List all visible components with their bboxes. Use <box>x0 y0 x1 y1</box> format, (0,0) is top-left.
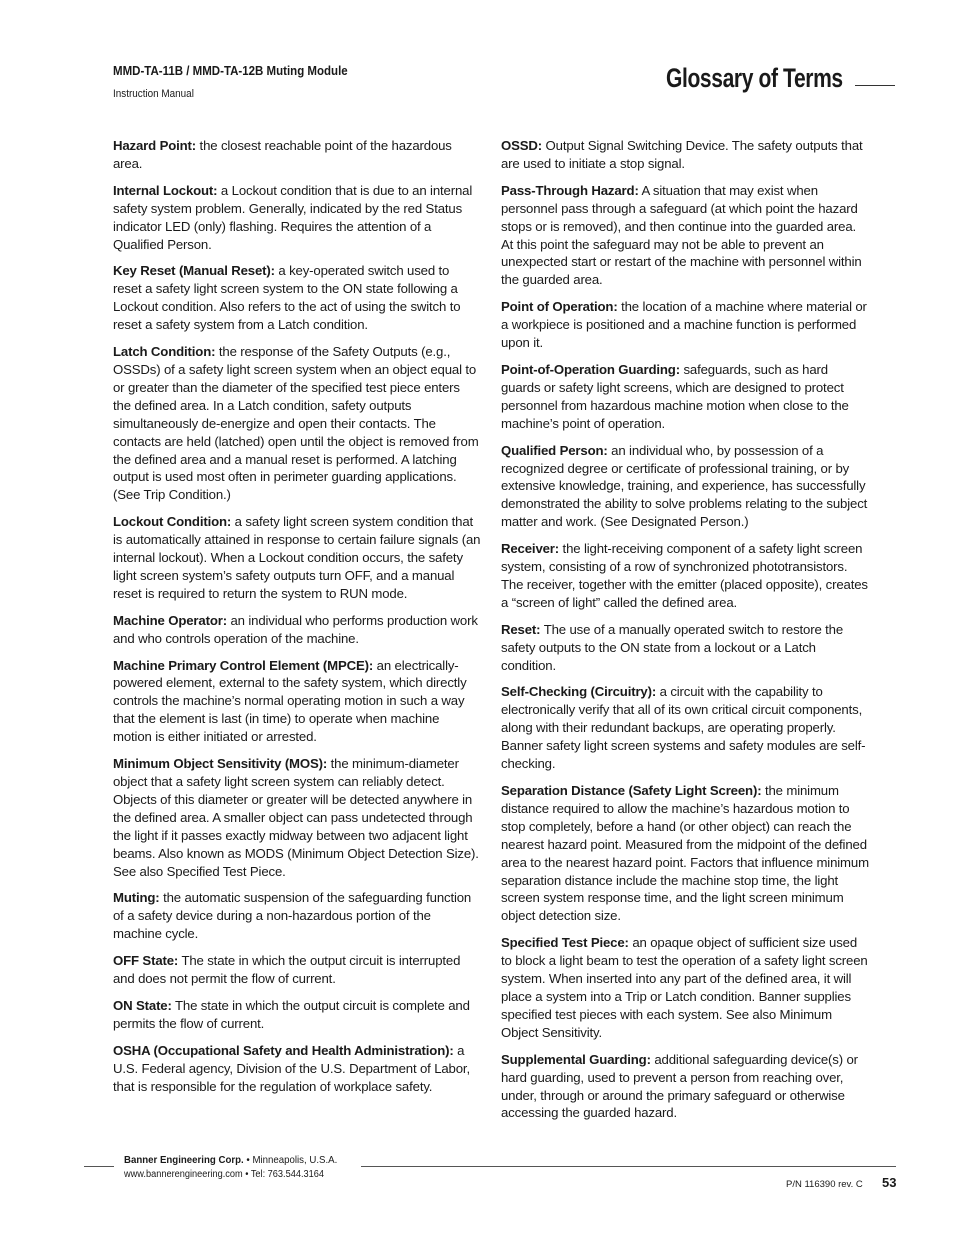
glossary-term: Machine Operator: <box>113 612 227 628</box>
part-number: P/N 116390 rev. C <box>786 1179 863 1190</box>
glossary-term: Qualified Person: <box>501 442 608 458</box>
glossary-entry <box>501 182 869 289</box>
glossary-term: Point of Operation: <box>501 299 618 315</box>
glossary-definition: an individual who performs production work and who controls operation of the machine. <box>113 612 478 646</box>
glossary-entry <box>501 361 869 433</box>
glossary-definition: Output Signal Switching Device. The safety outputs that are used to initiate a stop signal. <box>501 138 863 171</box>
glossary-definition: The state in which the output circuit is complete and permits the flow of current. <box>113 997 470 1031</box>
glossary-term: OFF State: <box>113 953 179 969</box>
glossary-definition: an opaque object of sufficient size used to block a light beam to test the operation of a safety light screen system. When inserted into any part of the defined area, it will place a system into a Trip or Latch condition. Banner supplies specified test pieces with each system. See also Minimum Object Sensitivity. <box>501 935 868 1040</box>
glossary-entry <box>113 997 481 1033</box>
section-title: Glossary of Terms <box>666 63 843 93</box>
glossary-term: Lockout Condition: <box>113 514 232 530</box>
glossary-definition: A situation that may exist when personnel pass through a safeguard (at which point the hazard stops or is removed), and then continue into the guarded area. At this point the safeguard may not be able to prevent an unexpected start or restart of the machine with personnel within the guarded area. <box>501 182 862 288</box>
glossary-entry <box>113 343 481 504</box>
glossary-entry <box>113 182 481 254</box>
glossary-term: Reset: <box>501 621 541 637</box>
page-header <box>113 63 893 113</box>
glossary-entry <box>113 952 481 988</box>
glossary-definition: a Lockout condition that is due to an internal safety system problem. Generally, indicated by the red Status indicator LED (only) flashing. Requires the attention of a Qualified Person. <box>113 182 473 252</box>
glossary-entry <box>501 683 869 773</box>
footer-contact: www.bannerengineering.com • Tel: 763.544.3164 <box>124 1169 324 1180</box>
glossary-term: OSSD: <box>501 138 543 153</box>
glossary-entry <box>501 621 869 675</box>
glossary-definition: the minimum-diameter object that a safety light screen system can reliably detect. Objects of this diameter or greater will be detected anywhere in the defined area. A smaller object can pass undetected through the light if it passes exactly midway between two adjacent light beams. Also known as MODS (Minimum Object Detection Size). See also Specified Test Piece. <box>113 756 479 879</box>
company-location: • Minneapolis, U.S.A. <box>243 1154 338 1166</box>
glossary-definition: an individual who, by possession of a recognized degree or certificate of professional training, or by extensive knowledge, training, and experience, has successfully demonstrated the ability to solve problems relating to the subject matter and work. (See Designated Person.) <box>501 442 868 530</box>
glossary-term: ON State: <box>113 997 172 1013</box>
glossary-term: Pass-Through Hazard: <box>501 182 639 198</box>
glossary-entry <box>113 1042 481 1096</box>
glossary-definition: the automatic suspension of the safeguarding function of a safety device during a non-hazardous portion of the machine cycle. <box>113 890 472 942</box>
glossary-term: OSHA (Occupational Safety and Health Administration): <box>113 1042 454 1058</box>
glossary-term: Supplemental Guarding: <box>501 1051 651 1067</box>
glossary-entry <box>113 889 481 943</box>
document-title: MMD-TA-11B / MMD-TA-12B Muting Module <box>113 64 348 78</box>
glossary-term: Internal Lockout: <box>113 182 218 198</box>
glossary-term: Key Reset (Manual Reset): <box>113 263 275 279</box>
glossary-entry <box>501 782 869 925</box>
glossary-definition: The use of a manually operated switch to restore the safety outputs to the ON state from a lockout or a Latch condition. <box>501 621 844 673</box>
glossary-term: Separation Distance (Safety Light Screen): <box>501 783 762 798</box>
glossary-entry <box>113 513 481 603</box>
glossary-term: Latch Condition: <box>113 344 216 360</box>
glossary-term: Specified Test Piece: <box>501 935 629 951</box>
glossary-definition: an electrically-powered element, external to the safety system, which directly controls the machine’s normal operating motion in such a way that the element is last (in time) to operate when machine motion is either initiated or arrested. <box>113 657 467 745</box>
footer-company <box>124 1154 337 1166</box>
glossary-entry <box>501 1051 869 1123</box>
glossary-definition: a circuit with the capability to electronically verify that all of its own critical circuit components, along with their redundant backups, are operating properly. Banner safety light screen systems and safety modules are self-checking. <box>501 684 866 772</box>
glossary-entry <box>501 137 869 173</box>
glossary-definition: the response of the Safety Outputs (e.g., OSSDs) of a safety light screen system when an object equal to or greater than the diameter of the specified test piece enters the defined area. In a Latch condition, safety outputs simultaneously de-energize and open their contacts. The contacts are held (latched) open until the object is removed from the defined area and a manual reset is performed. A latching output is used most often in perimeter guarding applications. (See Trip Condition.) <box>113 344 479 503</box>
glossary-definition: the minimum distance required to allow the machine’s hazardous motion to stop completely, before a hand (or other object) can reach the nearest hazard point. Measured from the midpoint of the defined area to the nearest hazard point. Factors that influence minimum separation distance include the machine stop time, the light screen system response time, and the light screen minimum object detection size. <box>501 783 869 924</box>
glossary-term: Self-Checking (Circuitry): <box>501 684 657 700</box>
glossary-term: Machine Primary Control Element (MPCE): <box>113 657 374 673</box>
glossary-term: Receiver: <box>501 541 560 557</box>
glossary-entry <box>501 442 869 532</box>
glossary-entry <box>113 657 481 747</box>
glossary-entry <box>113 137 481 173</box>
glossary-entry <box>113 755 481 880</box>
glossary-definition: a U.S. Federal agency, Division of the U.S. Department of Labor, that is responsible for the regulation of workplace safety. <box>113 1042 470 1094</box>
footer-rule <box>84 1166 114 1167</box>
glossary-right-column <box>501 137 869 1131</box>
glossary-term: Muting: <box>113 890 160 906</box>
glossary-definition: the location of a machine where material or a workpiece is positioned and a machine function is performed upon it. <box>501 299 867 351</box>
section-title-rule <box>855 85 895 86</box>
glossary-definition: additional safeguarding device(s) or hard guarding, used to prevent a person from reaching over, under, through or around the primary safeguard or otherwise accessing the guarded hazard. <box>501 1051 858 1121</box>
glossary-definition: a safety light screen system condition that is automatically attained in response to certain failure signals (an internal lockout). When a Lockout condition occurs, the safety light screen system’s safety outputs turn OFF, and a manual reset is required to return the system to RUN mode. <box>113 514 481 601</box>
glossary-definition: the closest reachable point of the hazardous area. <box>113 138 452 171</box>
company-name: Banner Engineering Corp. <box>124 1154 244 1166</box>
glossary-entry <box>501 540 869 612</box>
document-subtitle: Instruction Manual <box>113 88 194 100</box>
glossary-entry <box>501 298 869 352</box>
glossary-definition: The state in which the output circuit is interrupted and does not permit the flow of current. <box>113 953 461 987</box>
glossary-term: Hazard Point: <box>113 138 197 153</box>
page-number: 53 <box>882 1175 897 1190</box>
glossary-entry <box>501 934 869 1041</box>
glossary-term: Minimum Object Sensitivity (MOS): <box>113 756 328 772</box>
glossary-left-column <box>113 137 481 1105</box>
glossary-definition: safeguards, such as hard guards or safety light screens, which are designed to protect personnel from hazardous machine motion when close to the machine’s point of operation. <box>501 361 849 431</box>
glossary-term: Point-of-Operation Guarding: <box>501 361 680 377</box>
glossary-definition: the light-receiving component of a safety light screen system, consisting of a row of synchronized phototransistors. The receiver, together with the emitter (placed opposite), creates a “screen of light” called the defined area. <box>501 541 868 610</box>
glossary-entry <box>113 612 481 648</box>
footer-rule <box>361 1166 896 1167</box>
glossary-definition: a key-operated switch used to reset a safety light screen system to the ON state following a Lockout condition. Also refers to the act of using the switch to reset a safety system from a Latch condition. <box>113 263 461 333</box>
glossary-entry <box>113 262 481 334</box>
